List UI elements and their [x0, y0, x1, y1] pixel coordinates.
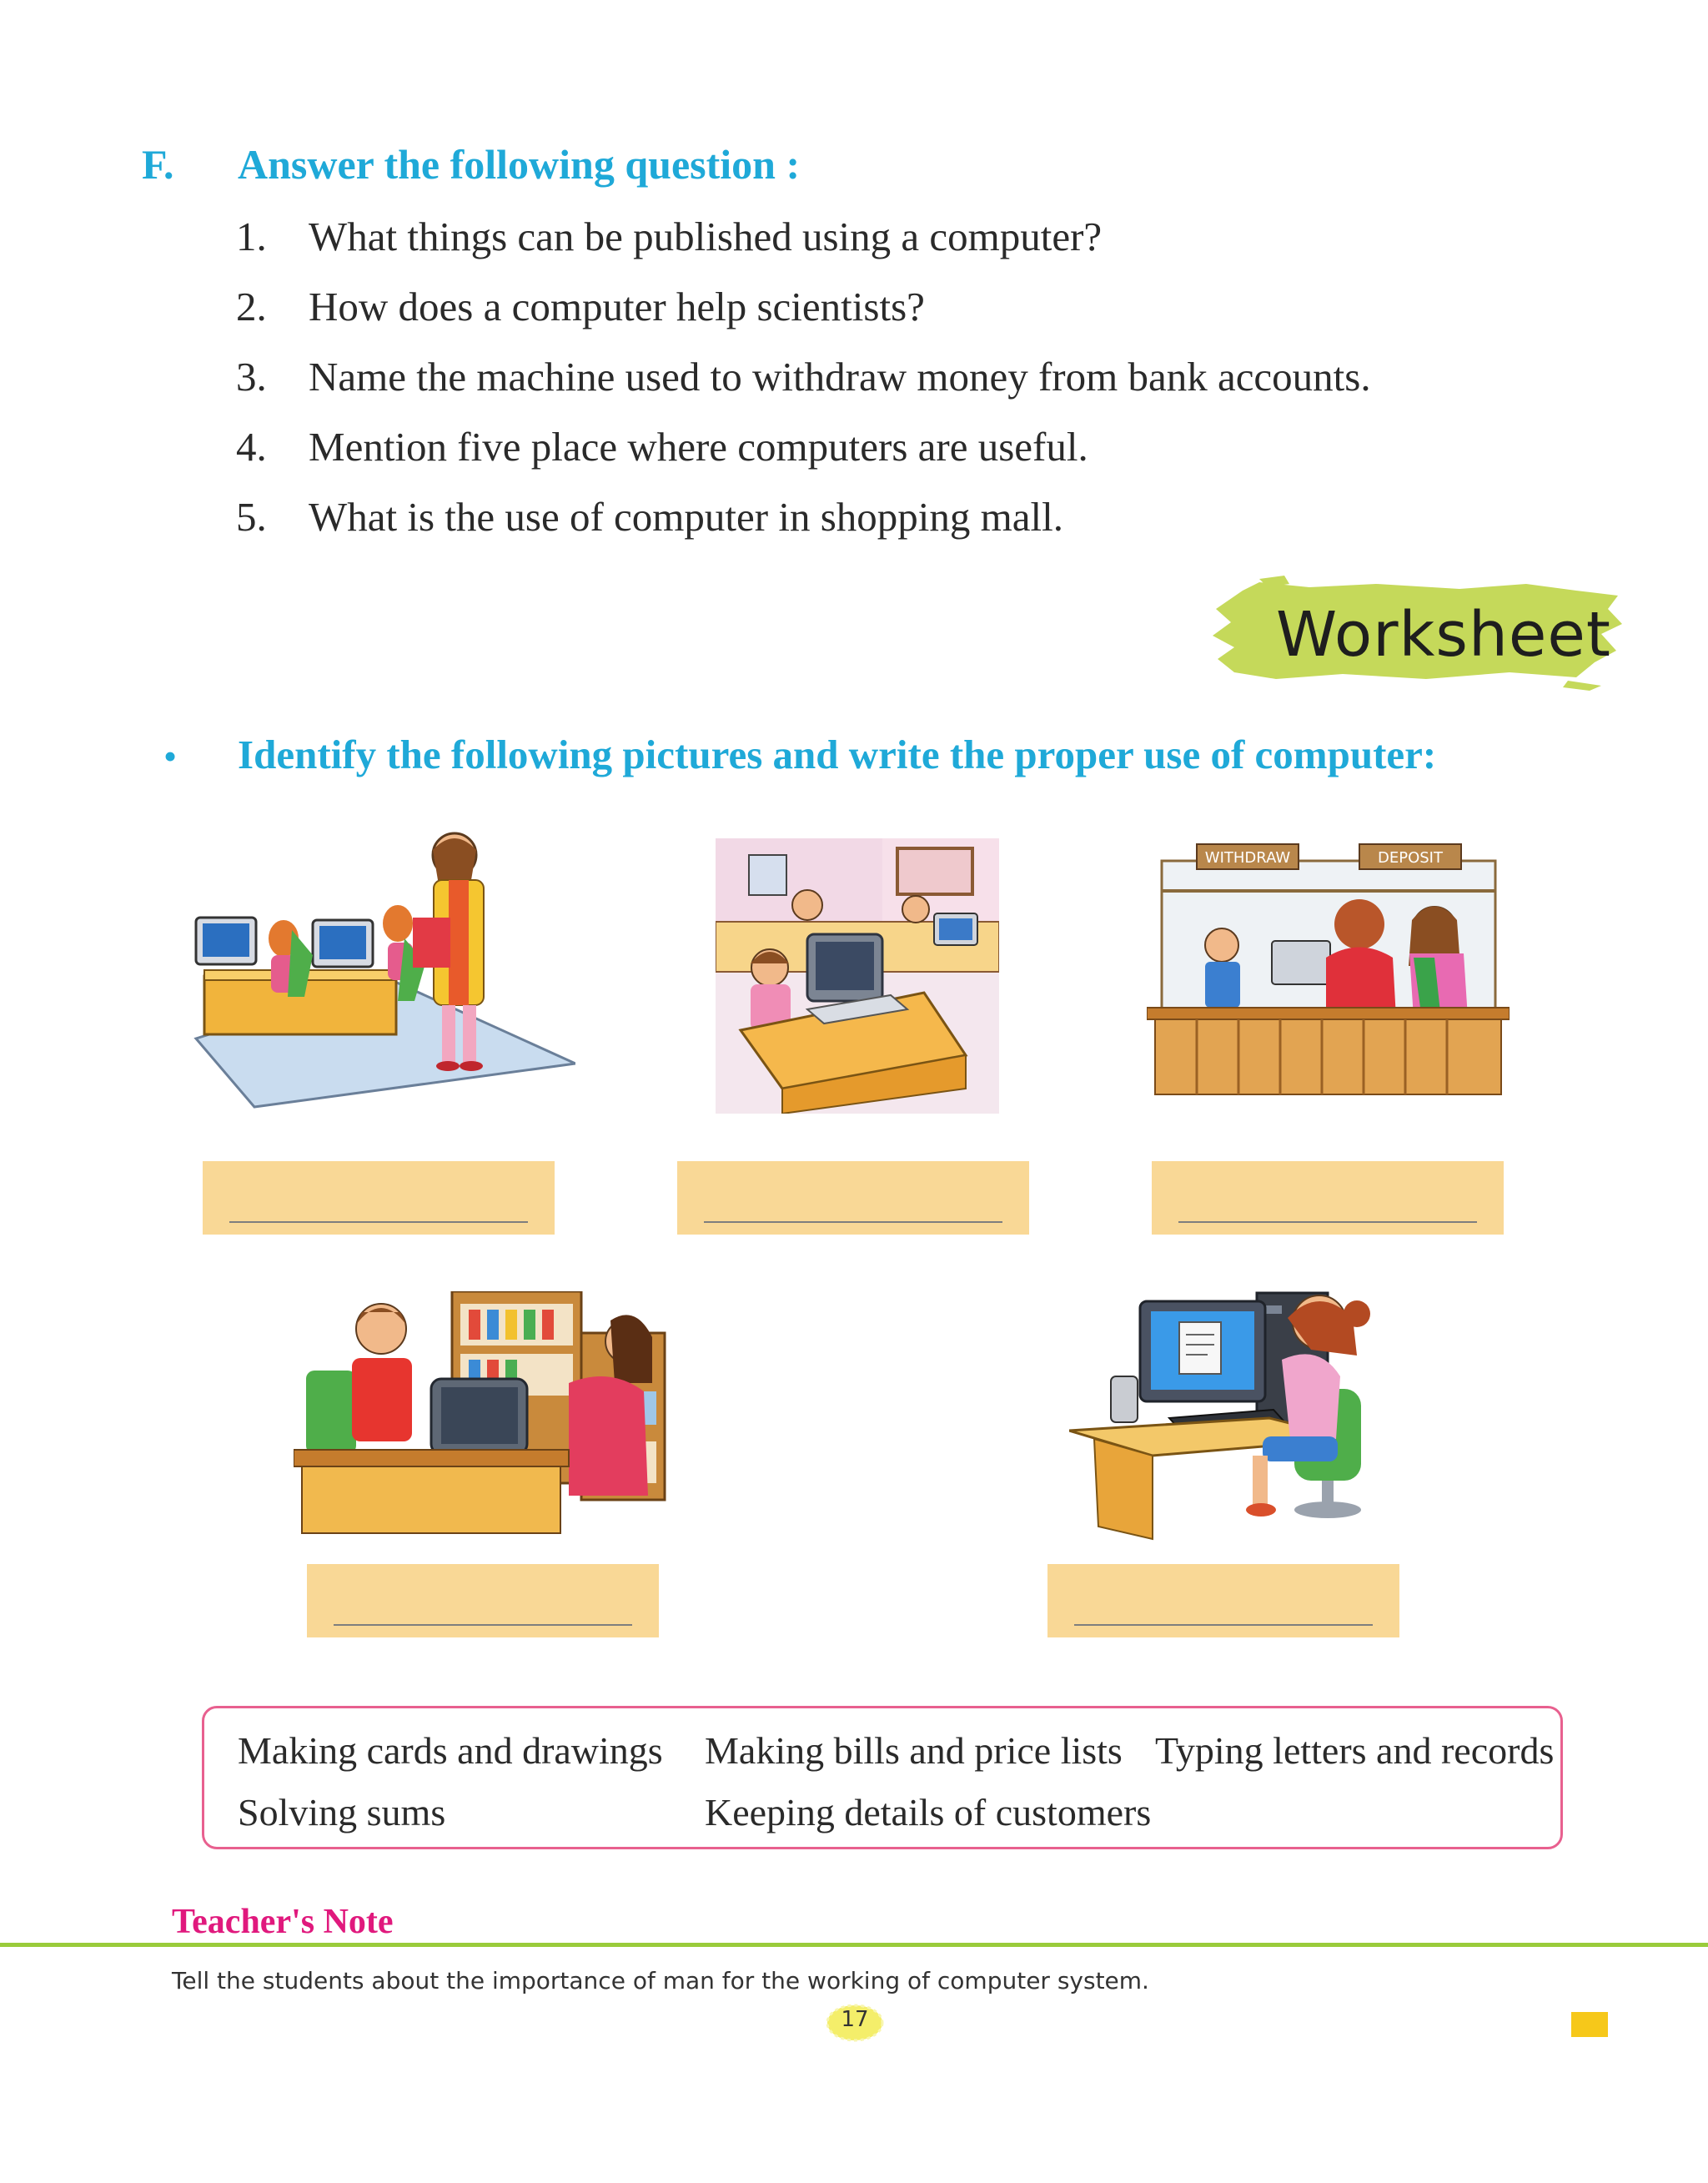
- word-bank-item: Making cards and drawings: [238, 1729, 663, 1772]
- question-text: Name the machine used to withdraw money from bank accounts.: [309, 354, 1371, 400]
- answer-line: [334, 1624, 632, 1626]
- question-number: 1.: [236, 214, 267, 259]
- teachers-note-text: Tell the students about the importance of man for the working of computer system.: [172, 1967, 1149, 1994]
- page-number: 17: [841, 2007, 869, 2032]
- section-title: Answer the following question :: [238, 141, 801, 188]
- computer-lab-illustration: [188, 830, 575, 1114]
- answer-line: [1074, 1624, 1373, 1626]
- office-desk-illustration: [716, 838, 999, 1114]
- answer-box[interactable]: [677, 1161, 1029, 1235]
- answer-line: [1178, 1221, 1477, 1223]
- word-bank-item: Typing letters and records: [1155, 1729, 1555, 1772]
- corner-marker: [1571, 2012, 1608, 2037]
- answer-line: [704, 1221, 1002, 1223]
- instruction-text: Identify the following pictures and write the proper use of computer:: [238, 732, 1437, 777]
- girl-at-computer-illustration: [1069, 1285, 1403, 1543]
- section-letter: F.: [142, 141, 174, 188]
- teachers-note-title: Teacher's Note: [172, 1903, 394, 1941]
- word-bank-item: Solving sums: [238, 1791, 446, 1833]
- question-number: 3.: [236, 354, 267, 400]
- answer-box[interactable]: [307, 1564, 659, 1637]
- question-text: Mention five place where computers are useful.: [309, 424, 1088, 470]
- bullet-icon: •: [163, 735, 178, 777]
- word-bank-item: Keeping details of customers: [705, 1791, 1152, 1833]
- answer-box[interactable]: [1047, 1564, 1399, 1637]
- shop-counter-illustration: [294, 1291, 673, 1542]
- answer-box[interactable]: [203, 1161, 555, 1235]
- answer-line: [229, 1221, 528, 1223]
- question-number: 5.: [236, 494, 267, 540]
- teachers-note-divider: [0, 1943, 1708, 1947]
- question-number: 4.: [236, 424, 267, 470]
- bank-counter-illustration: [1147, 841, 1510, 1099]
- answer-box[interactable]: [1152, 1161, 1504, 1235]
- question-text: What is the use of computer in shopping mall.: [309, 494, 1063, 540]
- deposit-sign: DEPOSIT: [1378, 849, 1443, 867]
- question-number: 2.: [236, 284, 267, 329]
- worksheet-label: Worksheet: [1276, 599, 1611, 671]
- question-text: How does a computer help scientists?: [309, 284, 925, 329]
- question-text: What things can be published using a computer?: [309, 214, 1103, 259]
- word-bank-item: Making bills and price lists: [705, 1729, 1123, 1772]
- withdraw-sign: WITHDRAW: [1204, 849, 1291, 867]
